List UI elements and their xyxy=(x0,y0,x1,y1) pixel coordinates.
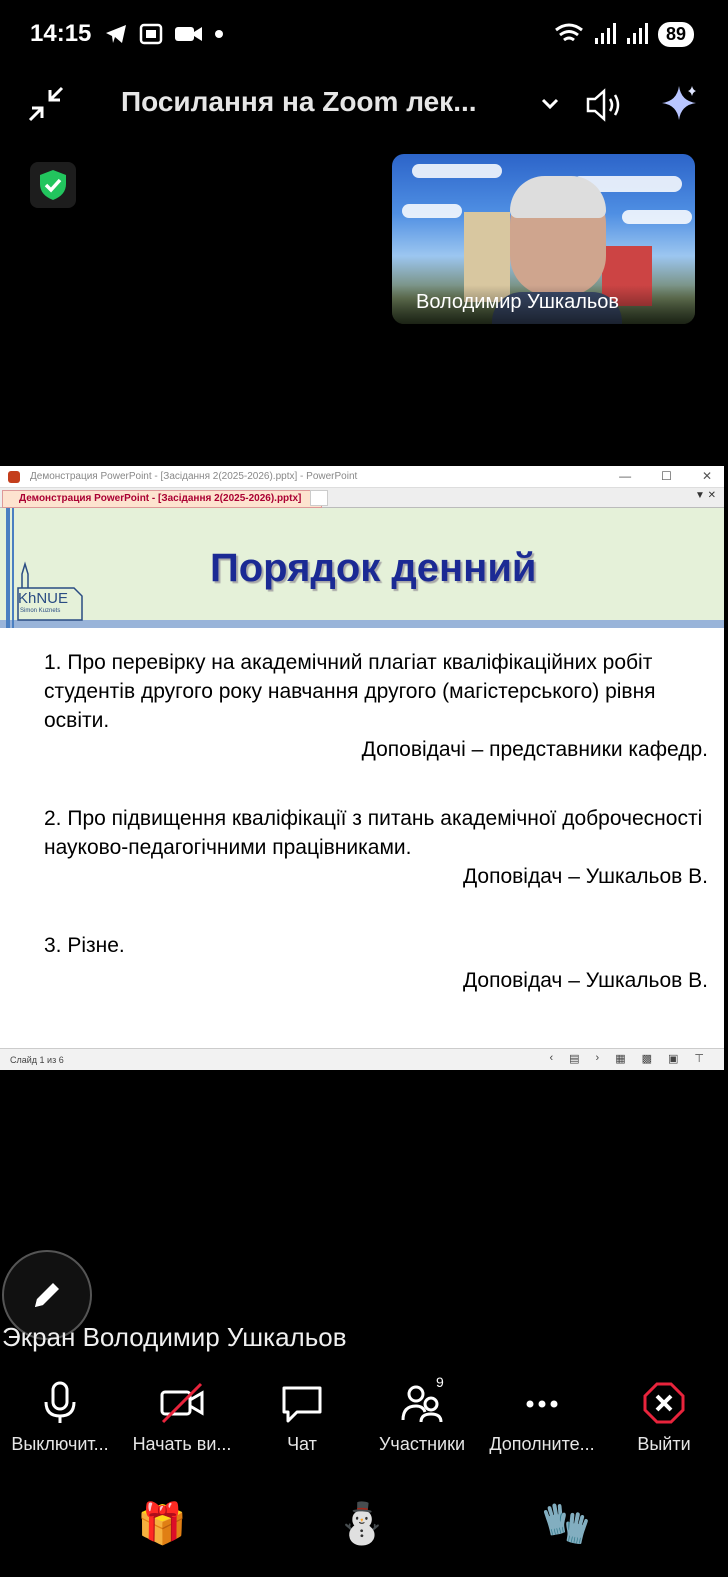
ai-sparkle-icon[interactable] xyxy=(658,82,700,124)
pencil-icon xyxy=(27,1275,67,1315)
shared-screen[interactable] xyxy=(0,466,724,1070)
background-cloud xyxy=(412,164,502,178)
slide-title: Порядок денний xyxy=(210,546,537,590)
start-video-label: Начать ви... xyxy=(132,1434,232,1454)
mute-button[interactable] xyxy=(0,1378,120,1462)
participants-label: Участники xyxy=(379,1434,465,1454)
ppt-window-title: Демонстрация PowerPoint - [Засідання 2(2025-2026).pptx] - PowerPoint xyxy=(30,471,358,482)
minimize-window-icon: — xyxy=(619,469,632,483)
signal-icon-2 xyxy=(626,22,648,46)
chat-label: Чат xyxy=(287,1434,317,1454)
slide-count: Слайд 1 из 6 xyxy=(10,1055,64,1065)
ppt-tab xyxy=(2,490,322,508)
meeting-title[interactable]: Посилання на Zoom лек... xyxy=(121,86,477,117)
meeting-toolbar xyxy=(0,1378,728,1462)
ppt-statusbar xyxy=(0,1048,724,1070)
agenda-item-text: 2. Про підвищення кваліфікації з питань академічної доброчесності науково-педагогічними працівниками. xyxy=(44,807,703,859)
chat-icon xyxy=(279,1380,325,1426)
khnue-logo xyxy=(16,560,84,622)
agenda-item xyxy=(44,648,708,764)
powerpoint-icon xyxy=(8,471,20,483)
agenda-item-speaker: Доповідачі – представники кафедр. xyxy=(361,738,708,761)
background-cloud xyxy=(622,210,692,224)
minimize-icon[interactable] xyxy=(26,84,66,124)
slideshow-view-icon: ⊤ xyxy=(694,1053,704,1065)
agenda-item-text: 3. Різне. xyxy=(44,934,125,957)
meeting-header xyxy=(0,72,728,136)
start-video-button[interactable] xyxy=(122,1378,242,1462)
more-button[interactable] xyxy=(482,1378,602,1462)
agenda-item-speaker: Доповідач – Ушкальов В. xyxy=(462,865,708,888)
video-off-icon xyxy=(159,1380,205,1426)
ppt-new-tab xyxy=(310,490,328,506)
agenda-item xyxy=(44,804,708,891)
shield-check-icon xyxy=(37,168,69,202)
mute-label: Выключит... xyxy=(11,1434,109,1454)
leave-button[interactable] xyxy=(604,1378,724,1462)
participants-count-badge: 9 xyxy=(436,1374,444,1390)
microphone-icon xyxy=(37,1380,83,1426)
agenda-list xyxy=(44,648,708,1023)
more-dots-icon xyxy=(519,1380,565,1426)
ppt-window-buttons xyxy=(619,469,712,483)
status-time: 14:15 xyxy=(30,20,92,47)
slide-header xyxy=(0,508,724,628)
chat-button[interactable] xyxy=(242,1378,362,1462)
logo-subtext: Simon Kuznets xyxy=(20,608,61,614)
prev-slide-icon: ‹ xyxy=(549,1052,554,1064)
slide-decor-bar xyxy=(12,508,14,628)
self-video-tile[interactable] xyxy=(392,154,695,324)
background-cloud xyxy=(402,204,462,218)
status-bar xyxy=(0,0,728,70)
video-tile-name: Володимир Ушкальов xyxy=(392,285,695,324)
ppt-window-titlebar xyxy=(0,466,724,488)
reading-view-icon: ▣ xyxy=(668,1053,679,1065)
participants-button[interactable] xyxy=(362,1378,482,1462)
encryption-shield[interactable] xyxy=(30,162,76,208)
leave-icon xyxy=(641,1380,687,1426)
speaker-icon[interactable] xyxy=(582,84,624,126)
close-window-icon: ✕ xyxy=(701,469,712,483)
slide-menu-icon: ▤ xyxy=(569,1053,580,1065)
ppt-view-controls xyxy=(549,1052,704,1065)
more-label: Дополните... xyxy=(489,1434,595,1454)
normal-view-icon: ▦ xyxy=(615,1053,626,1065)
sorter-view-icon: ▩ xyxy=(641,1053,652,1065)
agenda-item-text: 1. Про перевірку на академічний плагіат кваліфікаційних робіт студентів другого року навчання другого (магістерського) рівня освіти. xyxy=(44,651,656,732)
telegram-icon xyxy=(104,23,128,45)
agenda-item-speaker: Доповідач – Ушкальов В. xyxy=(462,969,708,992)
logo-text: KhNUE xyxy=(18,590,69,607)
screenshot-icon xyxy=(138,22,164,46)
participant-hair xyxy=(510,176,606,218)
dot-icon xyxy=(214,29,224,39)
presentation-slide xyxy=(0,508,724,1048)
leave-label: Выйти xyxy=(637,1434,691,1454)
chevron-down-icon[interactable] xyxy=(540,94,560,114)
next-slide-icon: › xyxy=(595,1052,600,1064)
battery-indicator: 89 xyxy=(658,22,694,47)
mitten-reaction-icon[interactable]: 🧤 xyxy=(541,1502,591,1546)
snowman-reaction-icon[interactable]: ⛄ xyxy=(337,1502,387,1546)
wifi-icon xyxy=(554,22,584,46)
camera-icon xyxy=(174,24,204,44)
status-icons-right xyxy=(554,20,694,48)
maximize-window-icon: ☐ xyxy=(661,469,672,483)
ppt-tab-title: Демонстрация PowerPoint - [Засідання 2(2025-2026).pptx] xyxy=(19,493,302,504)
slide-decor-bar xyxy=(6,508,10,628)
gift-reaction-icon[interactable]: 🎁 xyxy=(137,1502,187,1546)
signal-icon xyxy=(594,22,616,46)
status-icons-left xyxy=(104,20,224,48)
tab-scroll-icon: ▼ ✕ xyxy=(694,490,716,501)
ppt-tabbar xyxy=(0,488,724,508)
agenda-item xyxy=(44,931,708,995)
share-label: Экран Володимир Ушкальов xyxy=(2,1322,347,1352)
